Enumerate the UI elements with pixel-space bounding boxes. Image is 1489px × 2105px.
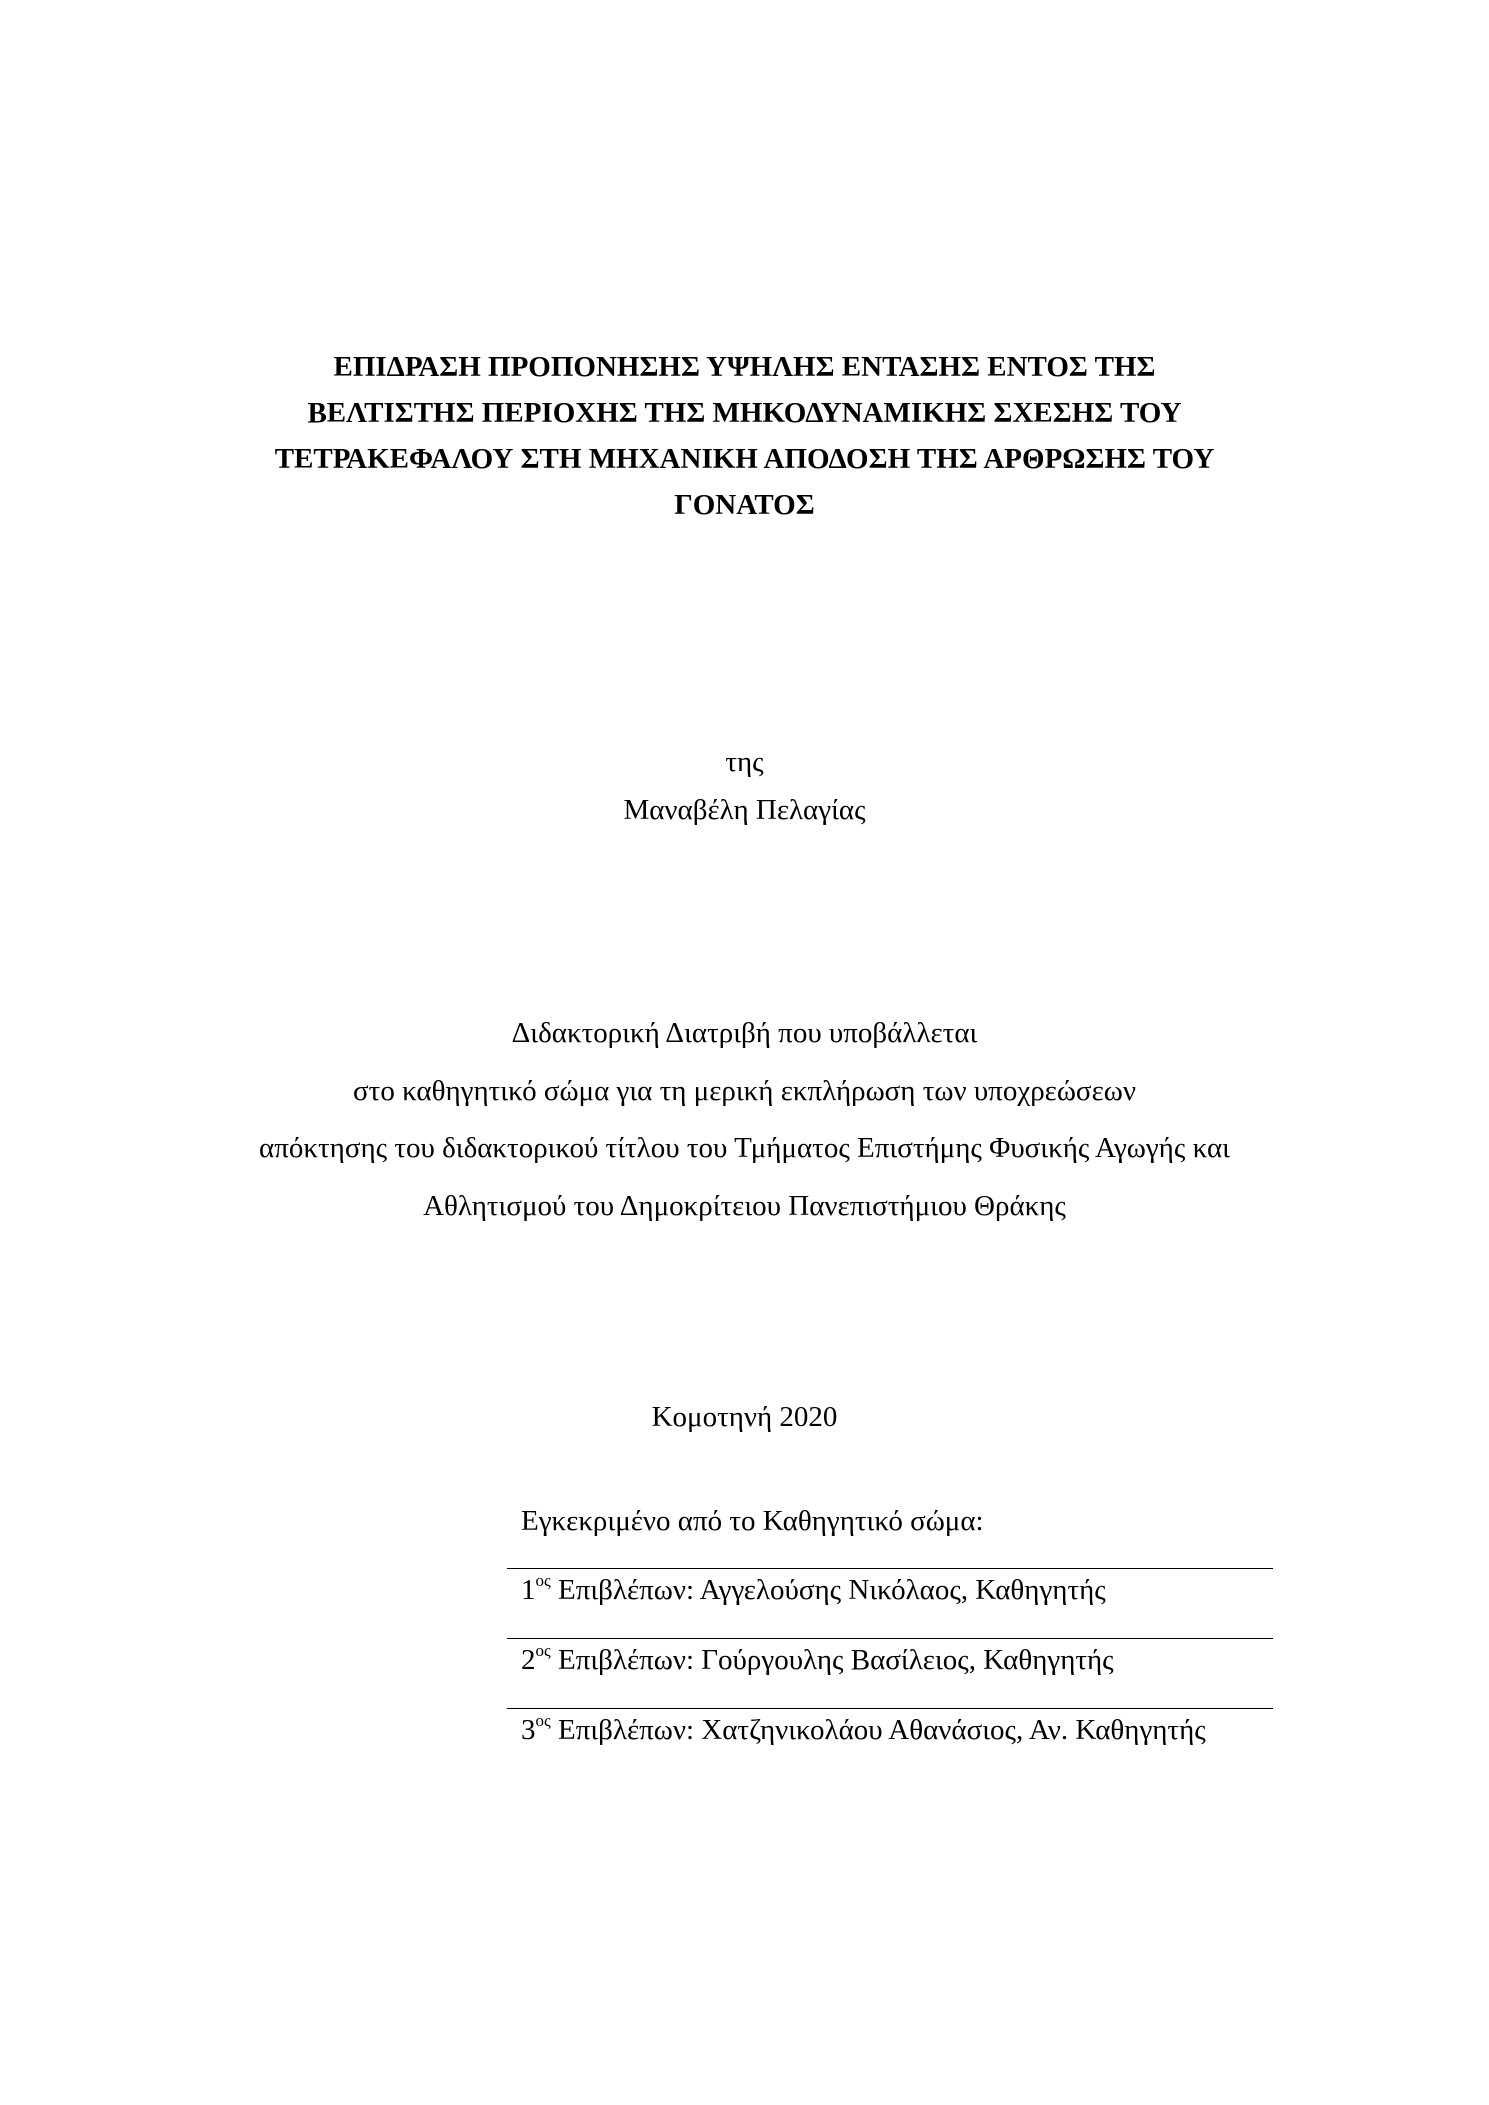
supervisor-number: 3 [521, 1714, 536, 1746]
divider-line [507, 1568, 1273, 1569]
ordinal-suffix: ος [535, 1711, 551, 1730]
place-year: Κομοτηνή 2020 [651, 1401, 838, 1433]
supervisor-text: Επιβλέπων: Χατζηνικολάου Αθανάσιος, Αν. Καθηγητής [550, 1714, 1206, 1746]
thesis-title [200, 344, 1289, 528]
ordinal-suffix: ος [535, 1641, 551, 1660]
description-line: Αθλητισμού του Δημοκρίτειου Πανεπιστήμιου Θράκης [423, 1190, 1066, 1222]
supervisor-entry [521, 1711, 1206, 1747]
supervisor-number: 1 [521, 1574, 536, 1606]
author-name: Μαναβέλη Πελαγίας [623, 794, 866, 826]
supervisor-text: Επιβλέπων: Αγγελούσης Νικόλαος, Καθηγητής [550, 1574, 1106, 1606]
description-line: απόκτησης του διδακτορικού τίτλου του Τμήματος Επιστήμης Φυσικής Αγωγής και [259, 1132, 1230, 1164]
title-line: ΓΟΝΑΤΟΣ [674, 489, 815, 521]
divider-line [507, 1638, 1273, 1639]
supervisor-text: Επιβλέπων: Γούργουλης Βασίλειος, Καθηγητής [550, 1644, 1114, 1676]
supervisor-entry [521, 1571, 1106, 1607]
supervisor-number: 2 [521, 1644, 536, 1676]
divider-line [507, 1708, 1273, 1709]
title-line: ΒΕΛΤΙΣΤΗΣ ΠΕΡΙΟΧΗΣ ΤΗΣ ΜΗΚΟΔΥΝΑΜΙΚΗΣ ΣΧΕΣΗΣ ΤΟΥ [307, 397, 1182, 429]
title-line: ΕΠΙΔΡΑΣΗ ΠΡΟΠΟΝΗΣΗΣ ΥΨΗΛΗΣ ΕΝΤΑΣΗΣ ΕΝΤΟΣ ΤΗΣ [333, 351, 1156, 383]
supervisor-entry [521, 1641, 1114, 1677]
description-line: στο καθηγητικό σώμα για τη μερική εκπλήρωση των υποχρεώσεων [353, 1075, 1136, 1107]
committee-heading: Εγκεκριμένο από το Καθηγητικό σώμα: [521, 1505, 984, 1537]
ordinal-suffix: ος [535, 1571, 551, 1590]
title-line: ΤΕΤΡΑΚΕΦΑΛΟΥ ΣΤΗ ΜΗΧΑΝΙΚΗ ΑΠΟΔΟΣΗ ΤΗΣ ΑΡΘΡΩΣΗΣ ΤΟΥ [274, 443, 1215, 475]
description-line: Διδακτορική Διατριβή που υποβάλλεται [511, 1017, 978, 1049]
author-prefix: της [725, 746, 764, 778]
